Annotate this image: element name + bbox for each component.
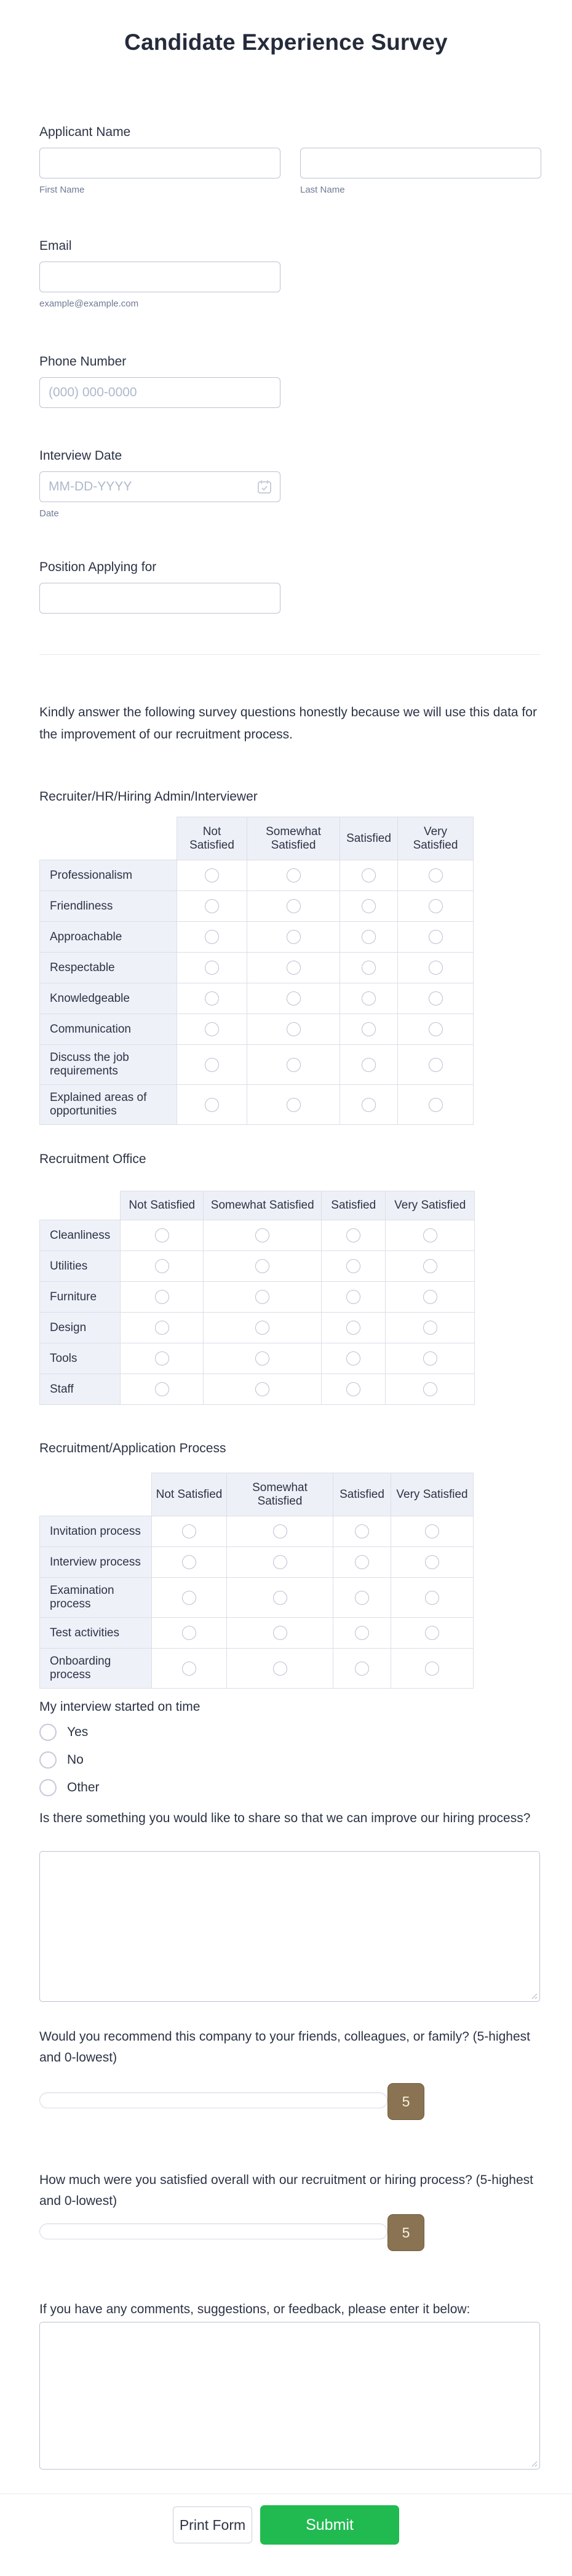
survey-intro-text: Kindly answer the following survey questions honestly because we will use this data for the improvement of our recruitment process. (39, 705, 537, 742)
matrix-radio[interactable] (155, 1321, 169, 1335)
matrix-radio[interactable] (205, 868, 219, 882)
matrix-radio[interactable] (425, 1662, 439, 1676)
matrix-radio[interactable] (346, 1382, 360, 1396)
matrix-column-header: Satisfied (340, 817, 398, 860)
on-time-options (39, 1722, 285, 1805)
matrix-radio[interactable] (205, 1022, 219, 1036)
matrix-column-header: Satisfied (322, 1191, 386, 1220)
matrix-cell[interactable] (386, 1343, 475, 1374)
last-name-input[interactable] (300, 148, 541, 178)
matrix-row (40, 1649, 474, 1689)
matrix-cell[interactable] (177, 860, 247, 891)
matrix-column-header: Not Satisfied (121, 1191, 204, 1220)
matrix-radio[interactable] (362, 1098, 376, 1112)
matrix-cell[interactable] (204, 1282, 322, 1313)
email-sublabel: example@example.com (39, 298, 139, 309)
matrix-radio[interactable] (362, 961, 376, 975)
matrix-cell[interactable] (391, 1547, 474, 1578)
matrix-radio[interactable] (287, 991, 301, 1006)
on-time-label: My interview started on time (39, 1700, 201, 1714)
matrix-row-label: Furniture (40, 1282, 121, 1313)
matrix-cell[interactable] (322, 1343, 386, 1374)
matrix-radio[interactable] (287, 868, 301, 882)
matrix-row-label: Explained areas of opportunities (40, 1085, 177, 1125)
matrix-cell[interactable] (204, 1343, 322, 1374)
matrix-radio[interactable] (287, 1022, 301, 1036)
matrix-cell[interactable] (322, 1220, 386, 1251)
matrix-row (40, 1045, 474, 1085)
matrix-row (40, 1220, 475, 1251)
matrix-row (40, 953, 474, 983)
matrix-row (40, 1313, 475, 1343)
matrix-row-label: Utilities (40, 1251, 121, 1282)
radio-option-row[interactable] (39, 1722, 285, 1743)
matrix-cell[interactable] (204, 1313, 322, 1343)
matrix-cell[interactable] (340, 983, 398, 1014)
matrix-radio[interactable] (429, 961, 443, 975)
matrix-cell[interactable] (340, 1014, 398, 1045)
matrix-column-header: Satisfied (333, 1473, 391, 1516)
matrix-row-label: Interview process (40, 1547, 152, 1578)
satisfied-slider-track[interactable] (39, 2223, 387, 2239)
option-radio[interactable] (39, 1779, 57, 1796)
matrix-row (40, 922, 474, 953)
matrix-row (40, 860, 474, 891)
matrix-cell[interactable] (121, 1220, 204, 1251)
matrix-radio[interactable] (423, 1321, 437, 1335)
matrix-column-header: Somewhat Satisfied (204, 1191, 322, 1220)
matrix-radio[interactable] (155, 1290, 169, 1304)
matrix-radio[interactable] (423, 1228, 437, 1242)
matrix-cell[interactable] (121, 1343, 204, 1374)
matrix-radio[interactable] (205, 991, 219, 1006)
matrix-row (40, 1343, 475, 1374)
matrix-row (40, 1374, 475, 1405)
recommend-slider-track[interactable] (39, 2092, 387, 2108)
matrix-radio[interactable] (182, 1555, 196, 1569)
matrix-cell[interactable] (247, 891, 340, 922)
matrix-column-header: Very Satisfied (386, 1191, 475, 1220)
matrix-radio[interactable] (425, 1555, 439, 1569)
matrix-row-label: Approachable (40, 922, 177, 953)
matrix-row (40, 891, 474, 922)
matrix-row-label: Discuss the job requirements (40, 1045, 177, 1085)
matrix-radio[interactable] (362, 1058, 376, 1072)
matrix-cell[interactable] (322, 1374, 386, 1405)
matrix-radio[interactable] (355, 1626, 369, 1640)
option-label: No (67, 1753, 84, 1767)
matrix-cell[interactable] (398, 1045, 474, 1085)
improve-textarea[interactable] (39, 1851, 540, 2002)
matrix-cell[interactable] (247, 1014, 340, 1045)
matrix-cell[interactable] (333, 1618, 391, 1649)
matrix-cell[interactable] (121, 1374, 204, 1405)
matrix-radio[interactable] (346, 1228, 360, 1242)
matrix-row-label: Respectable (40, 953, 177, 983)
matrix-row (40, 1578, 474, 1618)
matrix-cell[interactable] (340, 1085, 398, 1125)
matrix-cell[interactable] (398, 953, 474, 983)
page-title: Candidate Experience Survey (124, 30, 448, 55)
comments-question-label: If you have any comments, suggestions, or feedback, please enter it below: (39, 2302, 471, 2316)
matrix-cell[interactable] (398, 860, 474, 891)
last-name-sublabel: Last Name (300, 185, 345, 195)
matrix-radio[interactable] (423, 1290, 437, 1304)
matrix-column-header: Somewhat Satisfied (247, 817, 340, 860)
matrix-row-label: Test activities (40, 1618, 152, 1649)
matrix-radio[interactable] (346, 1321, 360, 1335)
matrix-radio[interactable] (182, 1662, 196, 1676)
matrix-radio[interactable] (287, 899, 301, 913)
matrix-cell[interactable] (177, 922, 247, 953)
matrix-radio[interactable] (429, 1098, 443, 1112)
option-radio[interactable] (39, 1724, 57, 1741)
matrix-cell[interactable] (340, 860, 398, 891)
matrix-cell[interactable] (177, 1085, 247, 1125)
matrix-radio[interactable] (255, 1382, 269, 1396)
matrix-cell[interactable] (121, 1251, 204, 1282)
calendar-icon[interactable] (256, 479, 272, 495)
matrix-radio[interactable] (355, 1591, 369, 1605)
matrix-cell[interactable] (247, 1085, 340, 1125)
matrix-cell[interactable] (177, 1014, 247, 1045)
matrix-office (39, 1191, 475, 1405)
matrix-cell[interactable] (322, 1251, 386, 1282)
matrix-cell[interactable] (386, 1220, 475, 1251)
recommend-question-label: Would you recommend this company to your friends, colleagues, or family? (5-highest and 0-lowest) (39, 2030, 530, 2065)
matrix-cell[interactable] (204, 1251, 322, 1282)
interview-date-label: Interview Date (39, 449, 122, 463)
matrix-cell[interactable] (391, 1516, 474, 1547)
matrix-radio[interactable] (287, 930, 301, 944)
matrix-row-label: Staff (40, 1374, 121, 1405)
submit-button[interactable]: Submit (260, 2505, 399, 2545)
position-label: Position Applying for (39, 560, 157, 574)
matrix-cell[interactable] (177, 891, 247, 922)
matrix-row-label: Cleanliness (40, 1220, 121, 1251)
matrix-cell[interactable] (386, 1282, 475, 1313)
matrix-row-label: Professionalism (40, 860, 177, 891)
matrix-cell[interactable] (177, 983, 247, 1014)
matrix-cell[interactable] (386, 1374, 475, 1405)
matrix-row (40, 1618, 474, 1649)
matrix-table (39, 817, 474, 1125)
matrix-heading-process: Recruitment/Application Process (39, 1441, 226, 1455)
matrix-radio[interactable] (423, 1351, 437, 1366)
matrix-radio[interactable] (429, 1058, 443, 1072)
interview-date-sublabel: Date (39, 508, 59, 519)
matrix-radio[interactable] (362, 868, 376, 882)
matrix-cell[interactable] (333, 1547, 391, 1578)
matrix-radio[interactable] (273, 1555, 287, 1569)
matrix-cell[interactable] (204, 1374, 322, 1405)
matrix-cell[interactable] (333, 1578, 391, 1618)
matrix-radio[interactable] (346, 1259, 360, 1273)
matrix-radio[interactable] (355, 1662, 369, 1676)
option-radio[interactable] (39, 1751, 57, 1769)
matrix-corner-cell (40, 1191, 121, 1220)
option-label: Yes (67, 1725, 89, 1739)
matrix-radio[interactable] (429, 1022, 443, 1036)
matrix-recruiter (39, 817, 474, 1125)
matrix-radio[interactable] (273, 1662, 287, 1676)
matrix-column-header: Not Satisfied (177, 817, 247, 860)
first-name-input[interactable] (39, 148, 280, 178)
matrix-row-label: Onboarding process (40, 1649, 152, 1689)
matrix-radio[interactable] (346, 1290, 360, 1304)
comments-textarea[interactable] (39, 2322, 540, 2470)
matrix-radio[interactable] (287, 1098, 301, 1112)
matrix-row-label: Design (40, 1313, 121, 1343)
matrix-row (40, 1282, 475, 1313)
matrix-radio[interactable] (205, 930, 219, 944)
matrix-cell[interactable] (177, 953, 247, 983)
matrix-cell[interactable] (121, 1282, 204, 1313)
matrix-cell[interactable] (333, 1649, 391, 1689)
matrix-radio[interactable] (273, 1626, 287, 1640)
matrix-row-label: Examination process (40, 1578, 152, 1618)
matrix-radio[interactable] (425, 1524, 439, 1538)
matrix-radio[interactable] (155, 1382, 169, 1396)
matrix-radio[interactable] (255, 1259, 269, 1273)
matrix-radio[interactable] (205, 1098, 219, 1112)
matrix-corner-cell (40, 817, 177, 860)
matrix-cell[interactable] (340, 922, 398, 953)
matrix-cell[interactable] (398, 1085, 474, 1125)
matrix-row (40, 1085, 474, 1125)
matrix-cell[interactable] (204, 1220, 322, 1251)
matrix-radio[interactable] (362, 991, 376, 1006)
matrix-radio[interactable] (355, 1524, 369, 1538)
matrix-radio[interactable] (362, 1022, 376, 1036)
matrix-row-label: Friendliness (40, 891, 177, 922)
matrix-radio[interactable] (429, 930, 443, 944)
matrix-radio[interactable] (182, 1524, 196, 1538)
matrix-cell[interactable] (386, 1251, 475, 1282)
matrix-column-header: Very Satisfied (391, 1473, 474, 1516)
matrix-radio[interactable] (255, 1351, 269, 1366)
phone-input[interactable] (39, 377, 280, 408)
matrix-radio[interactable] (423, 1382, 437, 1396)
improve-question-label: Is there something you would like to share so that we can improve our hiring process? (39, 1811, 531, 1825)
matrix-cell[interactable] (247, 922, 340, 953)
matrix-cell[interactable] (340, 953, 398, 983)
matrix-cell[interactable] (391, 1578, 474, 1618)
matrix-cell[interactable] (391, 1618, 474, 1649)
matrix-process (39, 1473, 474, 1689)
matrix-row-label: Tools (40, 1343, 121, 1374)
matrix-radio[interactable] (425, 1591, 439, 1605)
matrix-radio[interactable] (287, 961, 301, 975)
matrix-radio[interactable] (205, 899, 219, 913)
matrix-cell[interactable] (398, 891, 474, 922)
matrix-cell[interactable] (340, 1045, 398, 1085)
matrix-cell[interactable] (227, 1547, 333, 1578)
matrix-cell[interactable] (322, 1282, 386, 1313)
matrix-radio[interactable] (273, 1524, 287, 1538)
matrix-cell[interactable] (247, 983, 340, 1014)
matrix-radio[interactable] (255, 1228, 269, 1242)
matrix-row-label: Communication (40, 1014, 177, 1045)
matrix-radio[interactable] (425, 1626, 439, 1640)
matrix-row (40, 1251, 475, 1282)
matrix-cell[interactable] (227, 1516, 333, 1547)
email-label: Email (39, 239, 72, 253)
matrix-cell[interactable] (152, 1547, 227, 1578)
matrix-radio[interactable] (287, 1058, 301, 1072)
radio-option-row[interactable] (39, 1777, 285, 1798)
matrix-cell[interactable] (247, 1045, 340, 1085)
matrix-column-header: Somewhat Satisfied (227, 1473, 333, 1516)
matrix-radio[interactable] (429, 991, 443, 1006)
matrix-heading-office: Recruitment Office (39, 1152, 146, 1166)
matrix-row (40, 1014, 474, 1045)
matrix-radio[interactable] (155, 1351, 169, 1366)
matrix-cell[interactable] (247, 860, 340, 891)
option-label: Other (67, 1780, 100, 1794)
matrix-radio[interactable] (182, 1626, 196, 1640)
matrix-radio[interactable] (255, 1290, 269, 1304)
satisfied-question-label: How much were you satisfied overall with our recruitment or hiring process? (5-highest and 0-lowest) (39, 2173, 534, 2208)
matrix-cell[interactable] (398, 1014, 474, 1045)
matrix-row-label: Knowledgeable (40, 983, 177, 1014)
matrix-radio[interactable] (155, 1259, 169, 1273)
matrix-radio[interactable] (429, 868, 443, 882)
matrix-table (39, 1191, 475, 1405)
matrix-cell[interactable] (121, 1313, 204, 1343)
position-input[interactable] (39, 583, 280, 614)
matrix-radio[interactable] (362, 899, 376, 913)
matrix-radio[interactable] (155, 1228, 169, 1242)
matrix-cell[interactable] (152, 1578, 227, 1618)
applicant-name-label: Applicant Name (39, 125, 131, 139)
matrix-cell[interactable] (333, 1516, 391, 1547)
matrix-radio[interactable] (429, 899, 443, 913)
matrix-radio[interactable] (205, 961, 219, 975)
matrix-cell[interactable] (227, 1618, 333, 1649)
matrix-cell[interactable] (247, 953, 340, 983)
matrix-radio[interactable] (205, 1058, 219, 1072)
phone-label: Phone Number (39, 354, 127, 369)
matrix-radio[interactable] (423, 1259, 437, 1273)
recommend-slider-handle[interactable]: 5 (387, 2083, 424, 2120)
matrix-radio[interactable] (273, 1591, 287, 1605)
matrix-heading-recruiter: Recruiter/HR/Hiring Admin/Interviewer (39, 790, 258, 804)
matrix-cell[interactable] (227, 1649, 333, 1689)
matrix-table (39, 1473, 474, 1689)
matrix-row (40, 1516, 474, 1547)
matrix-cell[interactable] (322, 1313, 386, 1343)
matrix-radio[interactable] (362, 930, 376, 944)
print-form-button[interactable]: Print Form (173, 2506, 252, 2543)
matrix-column-header: Very Satisfied (398, 817, 474, 860)
matrix-cell[interactable] (152, 1649, 227, 1689)
first-name-sublabel: First Name (39, 185, 85, 195)
matrix-cell[interactable] (340, 891, 398, 922)
radio-option-row[interactable] (39, 1750, 285, 1770)
matrix-cell[interactable] (177, 1045, 247, 1085)
matrix-row (40, 983, 474, 1014)
satisfied-slider-handle[interactable]: 5 (387, 2214, 424, 2251)
matrix-cell[interactable] (386, 1313, 475, 1343)
matrix-cell[interactable] (398, 983, 474, 1014)
matrix-cell[interactable] (227, 1578, 333, 1618)
interview-date-input[interactable] (39, 471, 280, 502)
matrix-row (40, 1547, 474, 1578)
matrix-column-header: Not Satisfied (152, 1473, 227, 1516)
section-divider (39, 654, 540, 655)
matrix-row-label: Invitation process (40, 1516, 152, 1547)
matrix-radio[interactable] (182, 1591, 196, 1605)
matrix-cell[interactable] (398, 922, 474, 953)
matrix-cell[interactable] (152, 1516, 227, 1547)
matrix-cell[interactable] (391, 1649, 474, 1689)
matrix-corner-cell (40, 1473, 152, 1516)
matrix-radio[interactable] (355, 1555, 369, 1569)
matrix-radio[interactable] (255, 1321, 269, 1335)
matrix-cell[interactable] (152, 1618, 227, 1649)
email-input[interactable] (39, 262, 280, 292)
matrix-radio[interactable] (346, 1351, 360, 1366)
